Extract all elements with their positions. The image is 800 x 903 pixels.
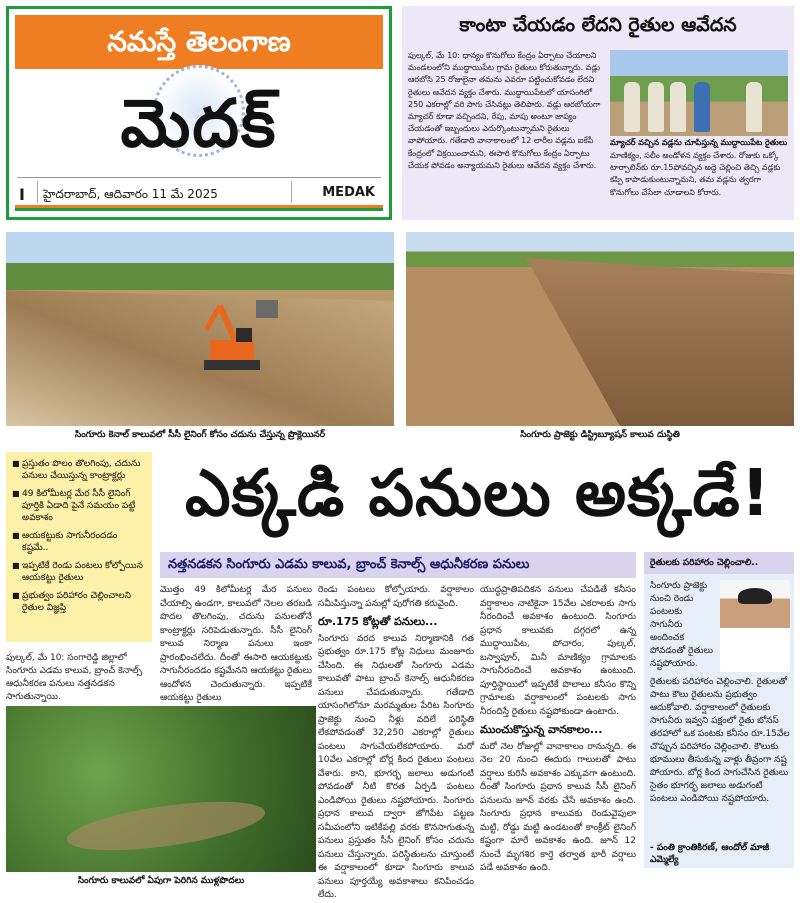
article-column-1: మొత్తం 49 కిలోమీటర్ల మేర పనులు చేయాల్సి ఉండగా, కాలువలో నెలల తరబడి పొదల తొలగింపు, చదును పనులతోనే కాంట్రాక్టర్లు సరిపెడుతున్నారు. సీసీ లైనింగ్ కాలువ నిర్మాణ పనులు ఇంకా ప్రారంభించలేదు. దీంతో ఈసారి ఆయకట్టుకు సాగునీరందడం కష్టమేనని ఆయకట్టు రైతులు ఆందోళన చెందుతున్నారు. ఇప్పటికే ఆయకట్టు రైతులు bbox=[160, 585, 312, 703]
column-text: మరో నెల రోజుల్లో వానాకాలం రానున్నది. ఈ నెల 20 నుంచి ఈదురు గాలులతో పాటు వర్షాలు కురిసే అవకాశం ఎక్కువగా ఉంటుంది. దీంతో సింగూరు ప్రధాన కాలువ సీసీ లైనింగ్ పనులను జూన్ వరకు చేసే అవకాశం ఉంది. సింగూరు ప్రధాన కాలువకు రెండువైపులా మట్టి, రోడ్డు మట్టి ఉండటంతో కాంక్రీట్ లైనింగ్ కష్టంగా మారే అవకాశం ఉంది. జూన్ 12 నుంచే మృగశిర కార్తె తర్వాత భారీ వర్షాలు పడే అవకాశం ఉంది. bbox=[480, 741, 636, 873]
article-column-3 bbox=[480, 584, 636, 872]
excavator-icon bbox=[6, 232, 394, 426]
highlight-item: ■ ప్రస్తుతం పొలం తొలగింపు, చదును పనులు చేయిస్తున్న కాంట్రాక్టర్లు bbox=[12, 458, 146, 482]
issue-mark: I bbox=[19, 185, 25, 204]
photo-caption: మ్యాచర్ వచ్చిన వడ్లను చూపిస్తున్న ముద్దాయిపేట రైతులు bbox=[610, 138, 788, 147]
newspaper-brand: నమస్తే తెలంగాణ bbox=[15, 15, 383, 69]
tricolor-band bbox=[15, 205, 383, 211]
canal-path bbox=[64, 792, 268, 859]
highlight-item: ■ ఇప్పటికే రెండు పంటలు కోల్పోయిన ఆయకట్టు రైతులు bbox=[12, 560, 146, 584]
highlight-item: ■ 49 కిలోమీటర్ల మేర సీసీ లైనింగ్ పూర్తికి ఏడాది పైనే సమయం పట్టే అవకాశం bbox=[12, 488, 146, 524]
edition-city: MEDAK bbox=[322, 185, 375, 200]
column-text: యుద్ధప్రాతిపదికన పనులు చేపడితే కనీసం వర్షాకాలం నాటికైనా 15వేల ఎకరాలకు సాగు నీరందించే అవకాశం ఉంటుంది. సింగూరు ప్రధాన కాలువకు దగ్గరలో ఉన్న ముద్దాయిపేట, పోచారం, పుల్కల్, బస్వాపూర్, మినీ మాణిక్యం గ్రామాలకు సాగునీరందించే అవకాశం ఉంటుంది. పూర్తిస్థాయిలో ఇప్పటికే పొలాలు కనీసం కొన్ని గ్రామాలకు వర్షాకాలంలో పంటలకు సాగు నీరందిస్తే రైతులు నష్టపోకుండా ఉంటారు. bbox=[480, 585, 636, 717]
sidebar-text-continued: రైతులకు పరిహారం చెల్లించాలి. రైతులతో పాటు కౌలు రైతులను ప్రభుత్వం ఆదుకోవాలి. వర్షాకాలంలో రైతులకు సాగునీరు ఇవ్వని పక్షంలో రైతు బోనస్ తరహాలో ఒక పంటకు కనీసం రూ.15వేల చొప్పున పరిహారం చెల్లించాలి. కౌలుకు భూములు తీసుకున్న వాళ్లు తీవ్రంగా నష్ట పోయారు. బోర్ల కింద సాగుచేసిన రైతులు సైతం భూగర్భ జలాలు అడుగంటి పంటలు ఎండిపోయి నష్టపోయారు. bbox=[650, 677, 790, 804]
avatar bbox=[720, 580, 790, 672]
photo-caption-bottom: సింగూరు కాలువలో ఏపుగా పెరిగిన ముళ్లపొదలు bbox=[77, 876, 245, 886]
story-headline: కాంటా చేయడం లేదని రైతుల ఆవేదన bbox=[459, 14, 737, 36]
divider bbox=[291, 181, 292, 203]
highlight-item: ■ ప్రభుత్వం పరిహారం చెల్లించాలని రైతుల విజ్ఞప్తి bbox=[12, 590, 146, 614]
main-headline: ఎక్కడి పనులు అక్కడే! bbox=[185, 457, 771, 531]
canal-bank bbox=[526, 258, 794, 426]
sidebar-quote-box bbox=[644, 552, 794, 868]
highlight-item: ■ ఆయకట్టుకు సాగునీరందడం కష్టమే.. bbox=[12, 530, 146, 554]
photo-caption-right: సింగూరు ప్రాజెక్టు డిస్ట్రిబ్యూషన్ కాలువ దుస్థితి bbox=[520, 430, 680, 440]
person-figure bbox=[694, 82, 710, 132]
edition-title: మెదక్ bbox=[120, 85, 278, 162]
article-lead: పుల్కల్, మే 10: సంగారెడ్డి జిల్లాలో సింగూరు ఎడమ కాలువ, బ్రాంచ్ కెనాల్స్ ఆధునీకరణ పనులు నత్తనడకన సాగుతున్నాయి. bbox=[6, 653, 143, 702]
photo-caption-left: సింగూరు కెనాల్ కాలువలో సీసీ లైనింగ్ కోసం చదును చేస్తున్న ప్రొక్లెయినర్ bbox=[74, 430, 326, 440]
masthead bbox=[6, 6, 392, 220]
story-farmers-grievance bbox=[402, 6, 794, 220]
sidebar-heading: రైతులకు పరిహారం చెల్లించాలి.. bbox=[644, 552, 794, 574]
section-heading: రూ.175 కోట్లతో పనులు... bbox=[318, 615, 438, 628]
story-body: పుల్కల్, మే 10: ధాన్యం కొనుగోలు కేంద్రం ఏర్పాటు చేయాలని మండలంలోని ముద్దాయిపేట గ్రామ రైతులు కోరుతున్నారు. వడ్లు ఆరబోసి 25 రోజులైనా తమను ఎవరూ పట్టించుకోవడం లేదని రైతులు ఆవేదన వ్యక్తం చేశారు. ముద్దాయిపేటలో యాసంగిలో 250 ఎకరాల్లో వరి సాగు చేసినట్లు తెలిపారు. వడ్లు ఆరబోయగా మ్యాచర్ కూడా వచ్చిందని, రేపు, మాపు అంటూ జాప్యం చేయడంతో ఇబ్బందులు ఎదుర్కొంటున్నామని రైతులు వాపోయారు. గతేడాది వానాకాలంలో 12 లారీల వడ్లను ఐకేపీ కేంద్రంలో విక్రయించామని, ఈసారి కొనుగోలు కేంద్రం ఏర్పాటు చేయక పోవడం అన్యాయమని రైతులు ఆవేదన వ్యక్తం చేశారు. bbox=[408, 51, 601, 170]
article-column-2 bbox=[318, 584, 474, 900]
person-figure bbox=[746, 82, 762, 132]
person-figure bbox=[624, 82, 640, 132]
section-heading: ముంచుకొస్తున్న వానకాలం... bbox=[480, 723, 603, 736]
highlights-box bbox=[6, 452, 152, 642]
distribution-canal-photo bbox=[406, 232, 794, 426]
column-text: రెండు పంటలు కోల్పోయారు. వర్షాకాలం సమీపిస్తున్నా పనుల్లో పురోగతి కరువైంది. bbox=[318, 585, 474, 609]
masthead-divider bbox=[17, 177, 381, 178]
main-subheadline: నత్తనడకన సింగూరు ఎడమ కాలువ, బ్రాంచ్ కెనాల్స్ ఆధునీకరణ పనులు bbox=[160, 552, 636, 578]
person-figure bbox=[670, 82, 686, 132]
story-body-continued: మాణిక్యం, సలీం అండోళన వ్యక్తం చేశారు. రోజుకు ఒక్కో టార్పాలిన్‌కు రూ.15పోవచ్చిన అద్దె చెల్లించి తెచ్చి వడ్లకు కప్పి కాపాడుకుంటున్నామని, తమ వడ్లను త్వరగా కొనుగోలు చేసేలా చూడాలని కోరారు. bbox=[610, 151, 781, 197]
farmers-photo bbox=[610, 50, 788, 136]
quote-attribution: - పంతి క్రాంతికిరణ్, ఆందోల్ మాజీ ఎమ్మెల్యే bbox=[650, 843, 770, 865]
canal-excavation-photo bbox=[6, 232, 394, 426]
overgrown-canal-photo bbox=[6, 706, 316, 872]
sidebar-text: సింగూరు ప్రాజెక్టు నుంచి రెండు పంటలకు సాగునీరు అందించక పోవడంతో రైతులు నష్టపోయారు. bbox=[650, 581, 713, 669]
column-text: సింగూరు వరద కాలువ నిర్మాణానికి గత ప్రభుత్వం రూ.175 కోట్ల నిధులు మంజూరు చేసింది. ఈ నిధులతో సింగూరు ఎడమ కాలువతో పాటు బ్రాంచ్ కెనాల్స్ ఆధునీకరణ పనులు చేపడుతున్నారు. గతేడాది యాసంగిలోనూ మరమ్మతుల పేరిట సింగూరు ప్రాజెక్టు నుంచి నీళ్లు వదిలే పరిస్థితి లేకపోవడంతో 32,250 ఎకరాల్లో రైతులు పంటలు సాగుచేయలేకపోయారు. మరో 10వేల ఎకరాల్లో బోర్ల కింద రైతులు పంటలు వేశారు. కాని, భూగర్భ జలాలు అడుగంటి పోవడంతో నీటి కొరత ఏర్పడి పంటలు ఎండిపోయి రైతులు నష్టపోయారు. సింగూరు ప్రధాన కాలువ ద్వారా జోగిపేట పట్టణ సమీపంలోని ఇటికేపల్లి వరకు కొనసాగుతున్న పనులు ప్రస్తుతం సీసీ లైనింగ్ కోసం చదును పనులు చేస్తున్నారు. పరిస్థితులను చూస్తుంటే ఈ వర్షాకాలంలో కూడా సింగూరు కాలువ పనులు పూర్తయ్యే అవకాశాలు కనిపించడం లేదు. bbox=[318, 633, 474, 900]
dateline: హైదరాబాద్, ఆదివారం 11 మే 2025 bbox=[43, 187, 218, 201]
person-figure bbox=[648, 82, 664, 132]
divider bbox=[37, 181, 38, 203]
